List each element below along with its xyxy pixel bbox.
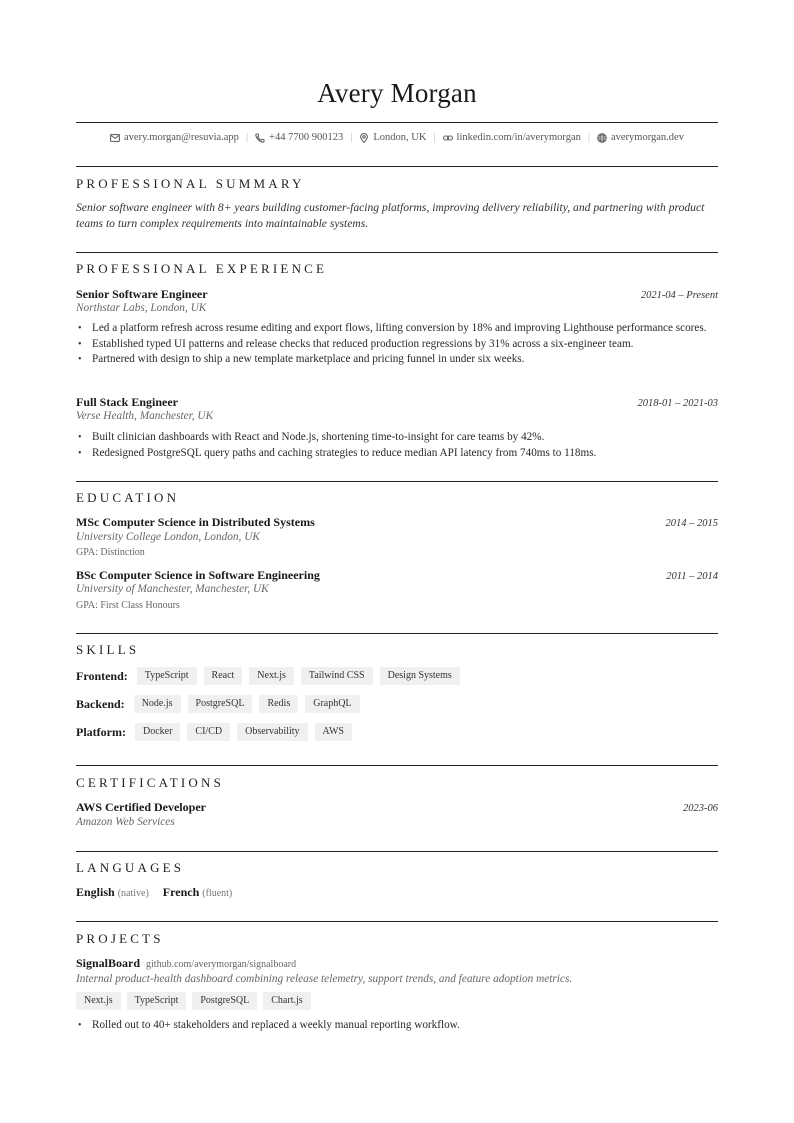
job-bullets <box>76 321 718 368</box>
school: University of Manchester, Manchester, UK <box>76 583 269 595</box>
job-title: Full Stack Engineer <box>76 395 179 409</box>
skill-chip: Node.js <box>134 695 181 713</box>
job-dates: 2018-01 – 2021-03 <box>637 398 718 409</box>
school: University College London, London, UK <box>76 531 260 543</box>
bullet: • Established typed UI patterns and release checks that reduced production regressions by 31% across a six-engineer team. <box>76 337 718 353</box>
experience-entry-header <box>76 287 718 302</box>
contact-website[interactable]: averymorgan.dev <box>597 132 684 143</box>
location-pin-icon <box>359 133 369 143</box>
globe-icon <box>597 133 607 143</box>
project-name: SignalBoard <box>76 956 141 970</box>
certification-entry-header <box>76 800 718 815</box>
skill-group-label: Backend: <box>76 696 125 711</box>
phone-icon <box>255 133 265 143</box>
experience-entry-header <box>76 395 718 410</box>
project-tag: Next.js <box>76 992 121 1010</box>
separator: | <box>350 132 353 143</box>
skill-chip: TypeScript <box>137 667 197 685</box>
skill-group-platform <box>76 723 352 741</box>
separator: | <box>587 132 590 143</box>
company: Verse Health, Manchester, UK <box>76 410 214 422</box>
section-title-experience: PROFESSIONAL EXPERIENCE <box>76 261 328 276</box>
skill-chip: Docker <box>135 723 180 741</box>
contact-bar <box>76 132 718 143</box>
separator: | <box>433 132 436 143</box>
job-title: Senior Software Engineer <box>76 287 208 301</box>
skill-chip: CI/CD <box>187 723 230 741</box>
skill-chip: AWS <box>315 723 352 741</box>
bullet: • Built clinician dashboards with React and Node.js, shortening time-to-insight for care teams by 42%. <box>76 430 718 446</box>
divider <box>76 122 718 123</box>
divider <box>76 765 718 766</box>
gpa: GPA: First Class Honours <box>76 600 180 611</box>
skill-chip: Design Systems <box>380 667 460 685</box>
contact-location: London, UK <box>359 132 426 143</box>
company: Northstar Labs, London, UK <box>76 302 207 314</box>
divider <box>76 851 718 852</box>
bullet: • Redesigned PostgreSQL query paths and caching strategies to reduce median API latency from 740ms to 118ms. <box>76 446 718 462</box>
skill-chip: PostgreSQL <box>188 695 253 713</box>
section-title-languages: LANGUAGES <box>76 860 185 875</box>
gpa: GPA: Distinction <box>76 547 145 558</box>
section-title-certifications: CERTIFICATIONS <box>76 775 225 790</box>
candidate-name: Avery Morgan <box>317 78 477 108</box>
project-tag: TypeScript <box>127 992 187 1010</box>
certification-name: AWS Certified Developer <box>76 800 206 814</box>
bullet: • Led a platform refresh across resume editing and export flows, lifting conversion by 18% and improving Lighthouse performance scores. <box>76 321 718 337</box>
language-level: (native) <box>117 888 149 899</box>
project-link[interactable]: github.com/averymorgan/signalboard <box>146 959 297 970</box>
summary-text: Senior software engineer with 8+ years building customer-facing platforms, improving delivery reliability, and partnering with product teams to turn complex requirements into maintainable systems. <box>76 201 705 230</box>
education-entry-header <box>76 568 718 583</box>
bullet: • Rolled out to 40+ stakeholders and replaced a weekly manual reporting workflow. <box>76 1018 718 1034</box>
degree: MSc Computer Science in Distributed Systems <box>76 515 315 529</box>
certification-date: 2023-06 <box>683 803 718 814</box>
education-dates: 2014 – 2015 <box>665 518 718 529</box>
section-title-education: EDUCATION <box>76 490 180 505</box>
project-tag: PostgreSQL <box>192 992 257 1010</box>
section-title-summary: PROFESSIONAL SUMMARY <box>76 176 305 191</box>
language-name: English <box>76 885 115 899</box>
skill-group-label: Platform: <box>76 724 126 739</box>
job-dates: 2021-04 – Present <box>640 290 718 301</box>
divider <box>76 633 718 634</box>
contact-linkedin[interactable]: linkedin.com/in/averymorgan <box>443 132 581 143</box>
languages-list <box>76 885 243 900</box>
project-tags <box>76 992 311 1010</box>
skill-chip: GraphQL <box>305 695 359 713</box>
certification-issuer: Amazon Web Services <box>76 816 175 828</box>
separator: | <box>245 132 249 143</box>
contact-phone[interactable]: +44 7700 900123 <box>255 132 343 143</box>
divider <box>76 921 718 922</box>
project-description: Internal product-health dashboard combining release telemetry, support trends, and feature adoption metrics. <box>76 973 573 985</box>
skill-chip: React <box>204 667 243 685</box>
project-bullets <box>76 1018 718 1034</box>
divider <box>76 481 718 482</box>
skill-chip: Tailwind CSS <box>301 667 373 685</box>
skill-chip: Observability <box>237 723 307 741</box>
mail-icon <box>110 133 120 143</box>
education-dates: 2011 – 2014 <box>666 571 718 582</box>
degree: BSc Computer Science in Software Engineering <box>76 568 320 582</box>
divider <box>76 166 718 167</box>
language-name: French <box>162 885 200 899</box>
bullet: • Partnered with design to ship a new template marketplace and pricing funnel in under six weeks. <box>76 352 718 368</box>
project-tag: Chart.js <box>263 992 310 1010</box>
project-header <box>76 956 296 971</box>
language-level: (fluent) <box>202 888 233 899</box>
job-bullets <box>76 430 718 461</box>
section-title-skills: SKILLS <box>76 642 140 657</box>
section-title-projects: PROJECTS <box>76 931 164 946</box>
contact-email[interactable]: avery.morgan@resuvia.app <box>110 132 239 143</box>
skill-group-label: Frontend: <box>76 668 128 683</box>
education-entry-header <box>76 515 718 530</box>
skill-chip: Redis <box>259 695 298 713</box>
skill-chip: Next.js <box>249 667 294 685</box>
skill-group-backend <box>76 695 360 713</box>
link-icon <box>443 133 453 143</box>
divider <box>76 252 718 253</box>
skill-group-frontend <box>76 667 460 685</box>
